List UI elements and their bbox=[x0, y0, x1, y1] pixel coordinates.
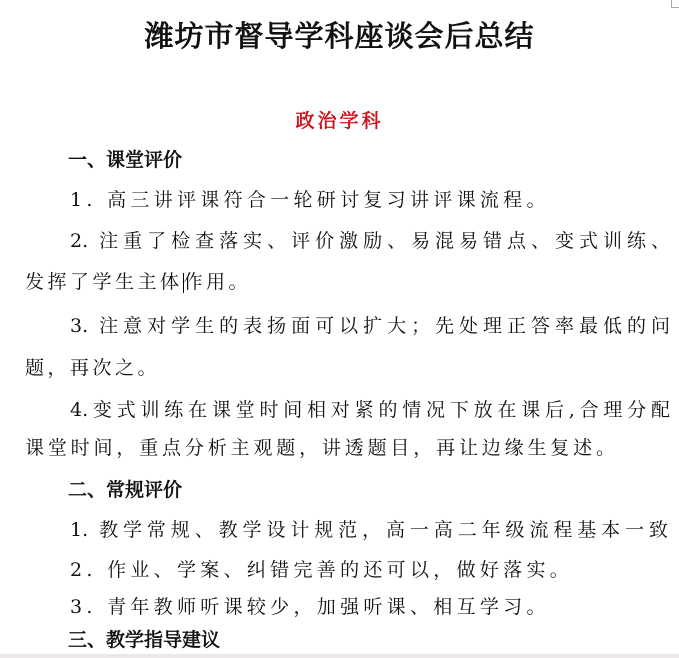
section-heading: 三、教学指导建议 bbox=[68, 629, 221, 651]
paragraph-line: 4.变式训练在课堂时间相对紧的情况下放在课后,合理分配 bbox=[70, 399, 670, 421]
paragraph-line: 题，再次之。 bbox=[25, 357, 161, 379]
text-segment: 作用。 bbox=[183, 271, 252, 293]
paragraph-line: 2. 注重了检查落实、评价激励、易混易错点、变式训练、 bbox=[70, 230, 670, 252]
page-corner-mark bbox=[671, 0, 679, 8]
paragraph-line: 1. 教学常规、教学设计规范，高一高二年级流程基本一致 bbox=[70, 519, 668, 541]
section-heading: 二、常规评价 bbox=[68, 479, 183, 501]
section-heading: 一、课堂评价 bbox=[68, 149, 183, 171]
horizontal-scrollbar[interactable] bbox=[0, 654, 679, 658]
document-title: 潍坊市督导学科座谈会后总结 bbox=[144, 19, 535, 53]
text-segment: 发挥了学生主体 bbox=[25, 271, 183, 293]
paragraph-line bbox=[25, 270, 251, 294]
paragraph-line: 3. 注意对学生的表扬面可以扩大；先处理正答率最低的问 bbox=[70, 315, 670, 337]
paragraph-line: 2. 作业、学案、纠错完善的还可以，做好落实。 bbox=[70, 559, 574, 581]
paragraph-line: 1. 高三讲评课符合一轮研讨复习讲评课流程。 bbox=[70, 189, 550, 211]
subject-heading: 政治学科 bbox=[295, 110, 384, 132]
paragraph-line: 3. 青年教师听课较少，加强听课、相互学习。 bbox=[70, 596, 550, 618]
paragraph-line: 课堂时间，重点分析主观题，讲透题目，再让边缘生复述。 bbox=[25, 437, 615, 459]
